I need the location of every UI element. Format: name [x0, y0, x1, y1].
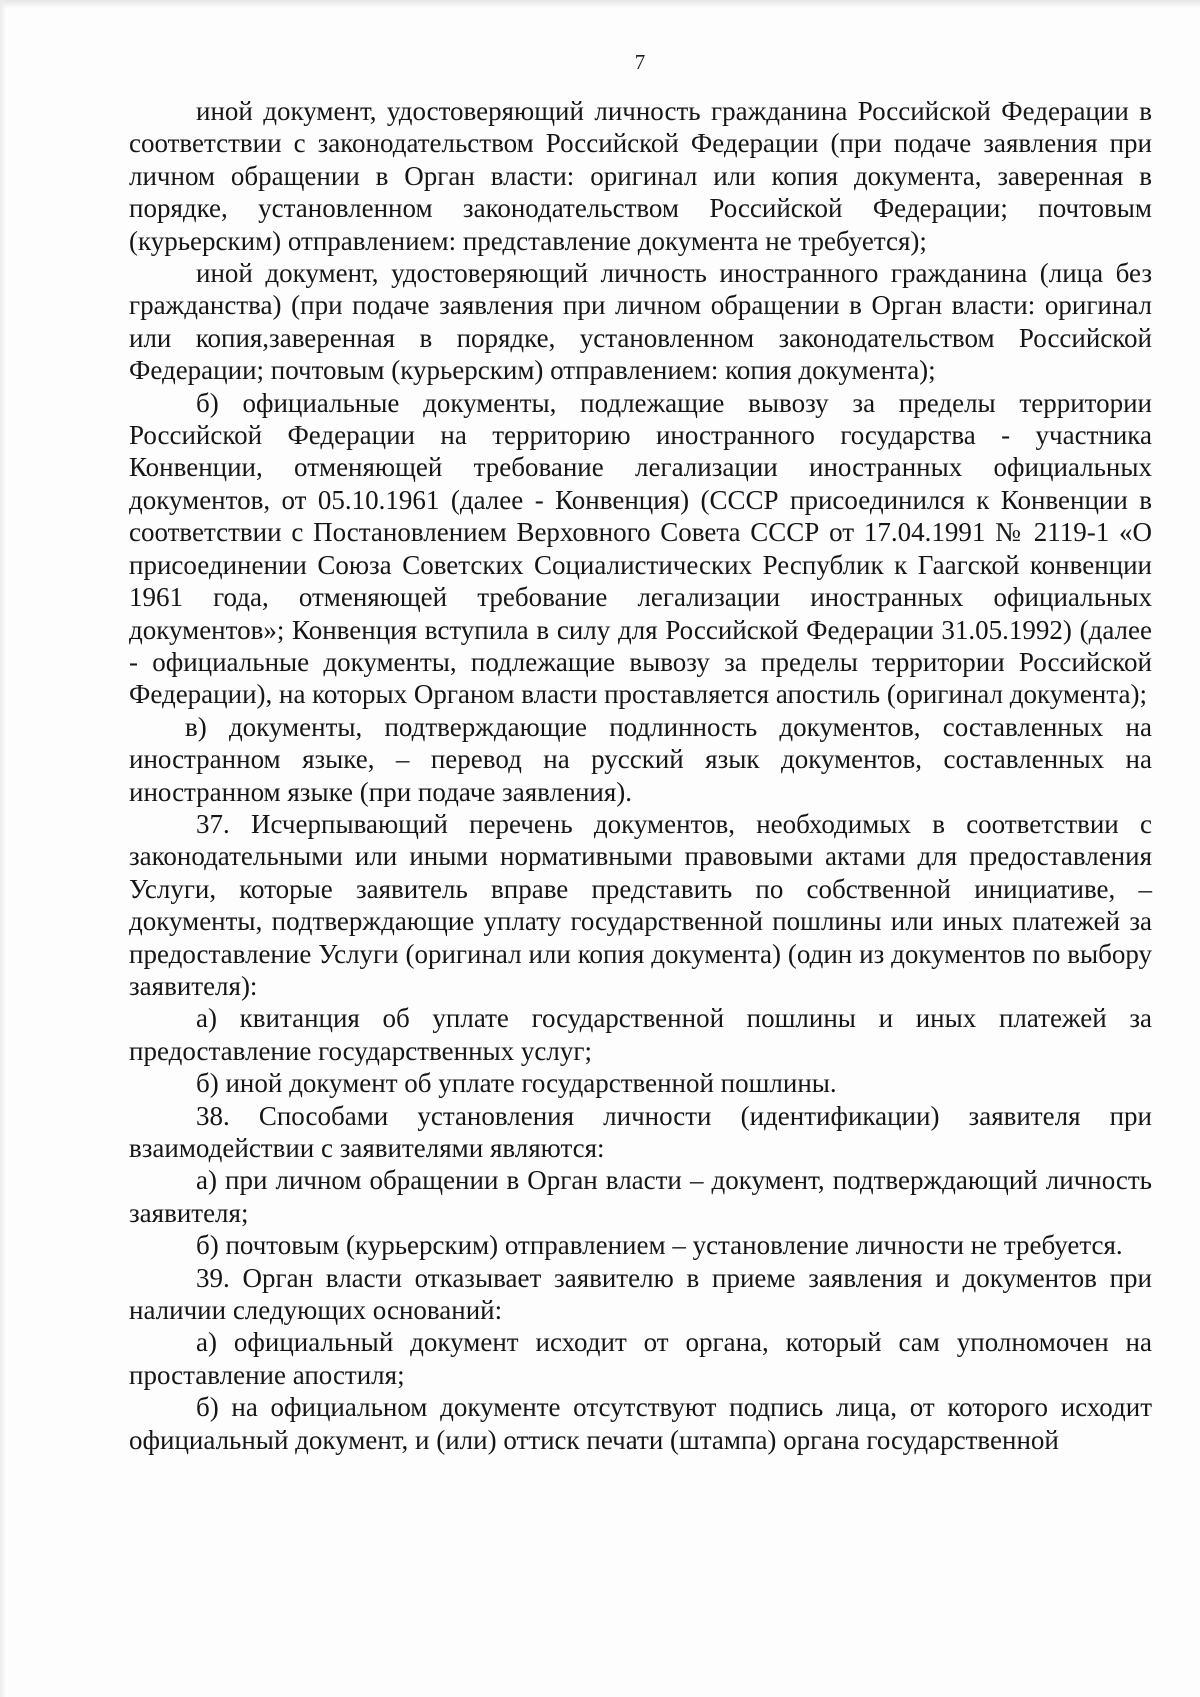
document-body [129, 95, 1152, 1456]
paragraph-39: 39. Орган власти отказывает заявителю в приеме заявления и документов при наличии следующих оснований: [129, 1262, 1152, 1326]
page-number: 7 [634, 50, 646, 74]
scan-edge-top [0, 0, 1200, 8]
scan-edge-left [0, 0, 6, 1697]
paragraph-item-v-translation: в) документы, подтверждающие подлинность документов, составленных на иностранном языке, – перевод на русский язык документов, составленных на иностранном языке (при подаче заявления). [129, 711, 1152, 807]
paragraph-38-item-b: б) почтовым (курьерским) отправлением – установление личности не требуется. [196, 1230, 1123, 1261]
paragraph-item-b-official-documents: б) официальные документы, подлежащие вывозу за пределы территории Российской Федерации на территорию иностранного государства - участника Конвенции, отменяющей требование легализации иностранных официальных документов, от 05.10.1961 (далее - Конвенция) (СССР присоединился к Конвенции в соответствии с Постановлением Верховного Совета СССР от 17.04.1991 № 2119-1 «О присоединении Союза Советских Социалистических Республик к Гаагской конвенции 1961 года, отменяющей требование легализации иностранных официальных документов»; Конвенция вступила в силу для Российской Федерации 31.05.1992) (далее - официальные документы, подлежащие вывозу за пределы территории Российской Федерации), на которых Органом власти проставляется апостиль (оригинал документа); [129, 387, 1152, 710]
paragraph-other-id-citizen: иной документ, удостоверяющий личность гражданина Российской Федерации в соответствии с законодательством Российской Федерации (при подаче заявления при личном обращении в Орган власти: оригинал или копия документа, заверенная в порядке, установленном законодательством Российской Федерации; почтовым (курьерским) отправлением: представление документа не требуется); [129, 96, 1152, 256]
paragraph-38: 38. Способами установления личности (идентификации) заявителя при взаимодействии с заявителями являются: [129, 1100, 1152, 1163]
paragraph-37-item-a: а) квитанция об уплате государственной пошлины и иных платежей за предоставление государственных услуг; [129, 1003, 1152, 1066]
paragraph-39-item-a: а) официальный документ исходит от органа, который сам уполномочен на проставление апостиля; [129, 1327, 1152, 1390]
paragraph-37: 37. Исчерпывающий перечень документов, необходимых в соответствии с законодательными или иными нормативными правовыми актами для предоставления Услуги, которые заявитель вправе представить по собственной инициативе, – документы, подтверждающие уплату государственной пошлины или иных платежей за предоставление Услуги (оригинал или копия документа) (один из документов по выбору заявителя): [129, 808, 1152, 1001]
paragraph-37-item-b: б) иной документ об уплате государственной пошлины. [196, 1068, 837, 1099]
paragraph-38-item-a: а) при личном обращении в Орган власти – документ, подтверждающий личность заявителя; [129, 1165, 1152, 1228]
paragraph-39-item-b: б) на официальном документе отсутствуют подпись лица, от которого исходит официальный документ, и (или) оттиск печати (штампа) органа государственной [129, 1392, 1152, 1455]
paragraph-other-id-foreigner: иной документ, удостоверяющий личность иностранного гражданина (лица без гражданства) (при подаче заявления при личном обращении в Орган власти: оригинал или копия,заверенная в порядке, установленном законодательством Российской Федерации; почтовым (курьерским) отправлением: копия документа); [129, 258, 1152, 386]
